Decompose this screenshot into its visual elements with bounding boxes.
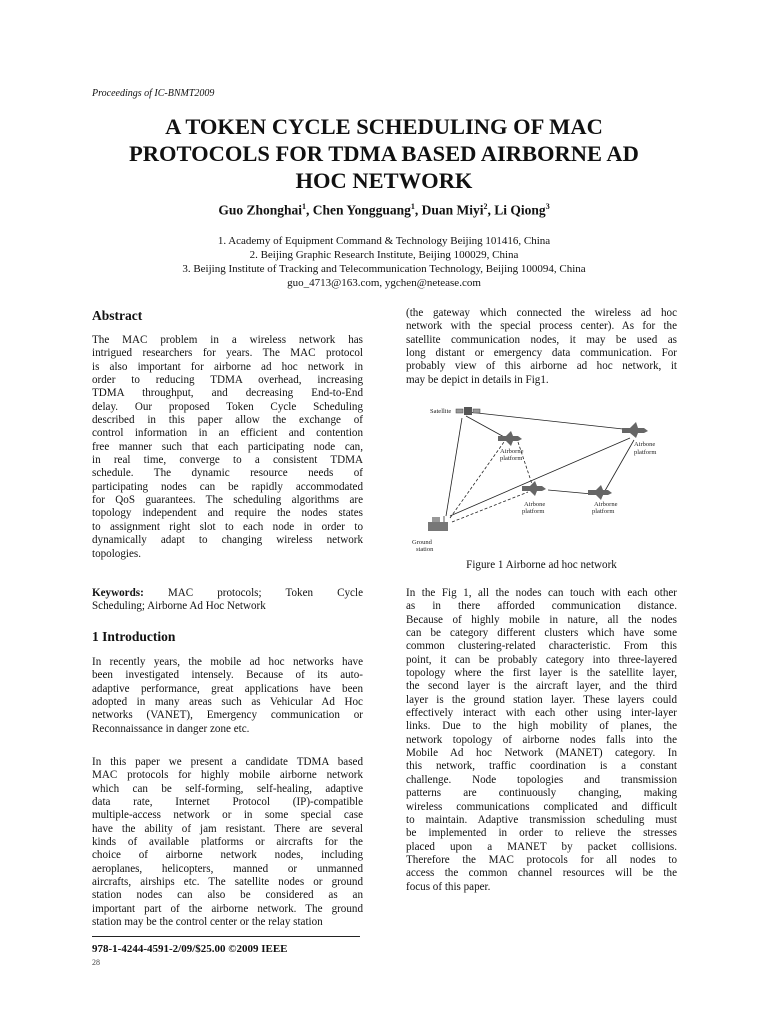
platform-bottom-left-label: Airbone xyxy=(524,501,546,508)
author-affiliation-mark: 1 xyxy=(301,202,306,211)
text-line: satellite communication nodes, it may be used as xyxy=(406,333,677,346)
text-line: schedule. The dynamic resource needs of xyxy=(92,467,363,480)
text-line: adaptive performance, great applications have been xyxy=(92,682,363,695)
text-line: control information in an efficient and contention xyxy=(92,427,363,440)
text-line: delay. Our proposed Token Cycle Scheduling xyxy=(92,400,363,413)
right-column-intro-continuation xyxy=(406,307,677,387)
ground-station-label: Ground xyxy=(412,539,432,546)
title-line: HOC NETWORK xyxy=(295,168,473,193)
text-line: have the ability of jam resistant. There are several xyxy=(92,822,363,835)
text-line: Mobile Ad hoc Network (MANET) category. In xyxy=(406,747,677,760)
text-line: access the common channel resources will be the xyxy=(406,867,677,880)
text-line: effectively interact with each other using inter-layer xyxy=(406,707,677,720)
figure-caption: Figure 1 Airborne ad hoc network xyxy=(466,559,617,571)
platform-center-label: platform xyxy=(500,455,523,462)
text-line: the second layer is the aircraft layer, and the third xyxy=(406,680,677,693)
text-line: networks (VANET), Emergency communication or xyxy=(92,709,363,722)
author-name: Guo Zhonghai xyxy=(218,202,302,218)
author-affiliation-mark: 2 xyxy=(483,202,488,211)
text-line: aircrafts, airships etc. The satellite nodes or ground xyxy=(92,876,363,889)
affiliations xyxy=(80,234,688,290)
text-line: for QoS guarantees. The scheduling algorithms are xyxy=(92,494,363,507)
keywords-line: Scheduling; Airborne Ad Hoc Network xyxy=(92,600,266,613)
text-line: important part of the airborne network. The ground xyxy=(92,902,363,915)
text-line: station may be the control center or the relay station xyxy=(92,916,323,929)
author-affiliation-mark: 3 xyxy=(545,202,550,211)
text-line: this network, traffic coordination is a constant xyxy=(406,760,677,773)
figure-airborne-network xyxy=(406,398,677,558)
title-line: PROTOCOLS FOR TDMA BASED AIRBORNE AD xyxy=(129,141,639,166)
keywords-text: MAC protocols; Token Cycle xyxy=(167,587,363,599)
platform-bottom-right-label: Airborne xyxy=(594,501,618,508)
text-line: intrigued researchers for years. The MAC protocol xyxy=(92,347,363,360)
satellite-label: Satellite xyxy=(430,408,452,415)
text-line: Reconnaissance in danger zone etc. xyxy=(92,722,250,735)
text-line: be implemented in order to relieve the stresses xyxy=(406,827,677,840)
link-platform-bottom-left-platform-bottom-right xyxy=(548,490,592,494)
link-satellite-ground xyxy=(446,418,462,516)
text-line: order to reducing TDMA overhead, increasing xyxy=(92,374,363,387)
text-line: network with the special process center). As for the xyxy=(406,320,677,333)
text-line: TDMA throughput, and decreasing End-to-End xyxy=(92,387,363,400)
text-line: in real time, converge to a consistent TDMA xyxy=(92,454,363,467)
text-line: to assignment right slot to each node in order to xyxy=(92,520,363,533)
footer-rule xyxy=(92,936,360,937)
aircraft-icon-bottom-right xyxy=(588,485,612,500)
affiliation-line: 2. Beijing Graphic Research Institute, Beijing 100029, China xyxy=(249,249,519,261)
text-line: common clustering-related characteristic. From this xyxy=(406,640,677,653)
text-line: In the Fig 1, all the nodes can touch with each other xyxy=(406,587,677,599)
right-column-body xyxy=(406,587,677,894)
keywords-line xyxy=(92,587,363,600)
text-line: topologies. xyxy=(92,547,141,560)
link-satellite-platform-center xyxy=(466,416,506,438)
text-line: (the gateway which connected the wireless ad hoc xyxy=(406,307,677,319)
author-name: Li Qiong xyxy=(494,202,546,218)
ground-station-label: station xyxy=(416,546,434,553)
link-ground-platform-bottom-left xyxy=(452,492,528,522)
proceedings-header: Proceedings of IC-BNMT2009 xyxy=(92,88,215,99)
text-line: to maintain. Adaptive transmission scheduling must xyxy=(406,813,677,826)
affiliation-line: 1. Academy of Equipment Command & Technology Beijing 101416, China xyxy=(217,235,551,247)
paper-title xyxy=(80,113,688,194)
platform-bottom-left-label: platform xyxy=(522,508,545,515)
keywords-label: Keywords: xyxy=(92,587,144,599)
text-line: network topology of airborne nodes falls into the xyxy=(406,733,677,746)
text-line: choice of airborne network nodes, including xyxy=(92,849,363,862)
text-line: as in there afforded communication distance. xyxy=(406,600,677,613)
platform-right-label: Airbone xyxy=(634,441,656,448)
text-line: may be depict in details in Fig1. xyxy=(406,373,549,386)
aircraft-icon-right xyxy=(622,422,648,438)
text-line: topology independent and require the nodes states xyxy=(92,507,363,520)
introduction-heading: 1 Introduction xyxy=(92,629,176,644)
author-affiliation-mark: 1 xyxy=(410,202,415,211)
text-line: wireless communications complicated and difficult xyxy=(406,800,677,813)
text-line: station nodes can also be considered as an xyxy=(92,889,363,902)
text-line: The MAC problem in a wireless network has xyxy=(92,334,363,346)
intro-paragraph-1 xyxy=(92,656,363,736)
text-line: which can be self-forming, self-healing, adaptive xyxy=(92,782,363,795)
page-number: 28 xyxy=(92,958,100,967)
title-line: A TOKEN CYCLE SCHEDULING OF MAC xyxy=(165,114,603,139)
text-line: data rate, Internet Protocol (IP)-compatible xyxy=(92,796,363,809)
abstract-heading: Abstract xyxy=(92,308,143,323)
affiliation-line: 3. Beijing Institute of Tracking and Telecommunication Technology, Beijing 100094, China xyxy=(182,263,586,275)
text-line: kinds of available platforms or aircrafts for the xyxy=(92,836,363,849)
text-line: aeroplanes, helicopters, manned or unmanned xyxy=(92,862,363,875)
text-line: dynamically adapt to changing wireless network xyxy=(92,534,363,547)
text-line: described in this paper allow the exchange of xyxy=(92,414,363,427)
network-diagram xyxy=(406,398,677,558)
platform-center-label: Airborne xyxy=(500,448,524,455)
abstract-text xyxy=(92,334,363,561)
link-satellite-platform-right xyxy=(468,412,632,430)
author-name: Duan Miyi xyxy=(421,202,484,218)
text-line: links. Due to the high mobility of planes, the xyxy=(406,720,677,733)
footer-copyright: 978-1-4244-4591-2/09/$25.00 ©2009 IEEE xyxy=(92,943,288,955)
text-line: can be category different clusters which have some xyxy=(406,627,677,640)
author-name: Chen Yongguang xyxy=(312,202,411,218)
text-line: focus of this paper. xyxy=(406,880,491,893)
keywords-section xyxy=(92,587,363,614)
text-line: multiple-access network or in some special case xyxy=(92,809,363,822)
platform-right-label: platform xyxy=(634,449,657,456)
text-line: is also important for airborne ad hoc network in xyxy=(92,360,363,373)
platform-bottom-right-label: platform xyxy=(592,508,615,515)
text-line: MAC protocols for highly mobile airborne network xyxy=(92,769,363,782)
text-line: In this paper we present a candidate TDMA based xyxy=(92,756,363,768)
text-line: Therefore the MAC protocols for all nodes to xyxy=(406,853,677,866)
text-line: participating nodes can be rapidly accommodated xyxy=(92,480,363,493)
link-ground-platform-center xyxy=(450,442,504,518)
text-line: challenge. Node topologies and transmission xyxy=(406,773,677,786)
text-line: layer is the ground station layer. These layers could xyxy=(406,693,677,706)
text-line: In recently years, the mobile ad hoc networks have xyxy=(92,656,363,668)
author-emails: guo_4713@163.com, ygchen@netease.com xyxy=(287,277,481,289)
text-line: placed upon a MANET by packet collisions. xyxy=(406,840,677,853)
intro-paragraph-2 xyxy=(92,756,363,929)
text-line: probably view of this airborne ad hoc network, it xyxy=(406,360,677,373)
text-line: point, it can be probably category into three-layered xyxy=(406,653,677,666)
satellite-icon xyxy=(456,407,480,415)
text-line: Because of highly mobile in nature, all the nodes xyxy=(406,613,677,626)
ground-station-icon xyxy=(428,516,448,531)
author-list: Guo Zhonghai$^1$, Chen Yongguang$^1$, Duan Miyi$^2$, Li Qiong$^3$ xyxy=(218,202,550,218)
text-line: adopted in many areas such as Vehicular Ad Hoc xyxy=(92,696,363,709)
text-line: long distant or emergency data communication. For xyxy=(406,347,677,360)
text-line: topology where the first layer is the satellite layer, xyxy=(406,667,677,680)
text-line: patterns are continuously changing, making xyxy=(406,787,677,800)
text-line: free manner such that each participating node can, xyxy=(92,440,363,453)
text-line: been investigated intensely. Because of its auto- xyxy=(92,669,363,682)
